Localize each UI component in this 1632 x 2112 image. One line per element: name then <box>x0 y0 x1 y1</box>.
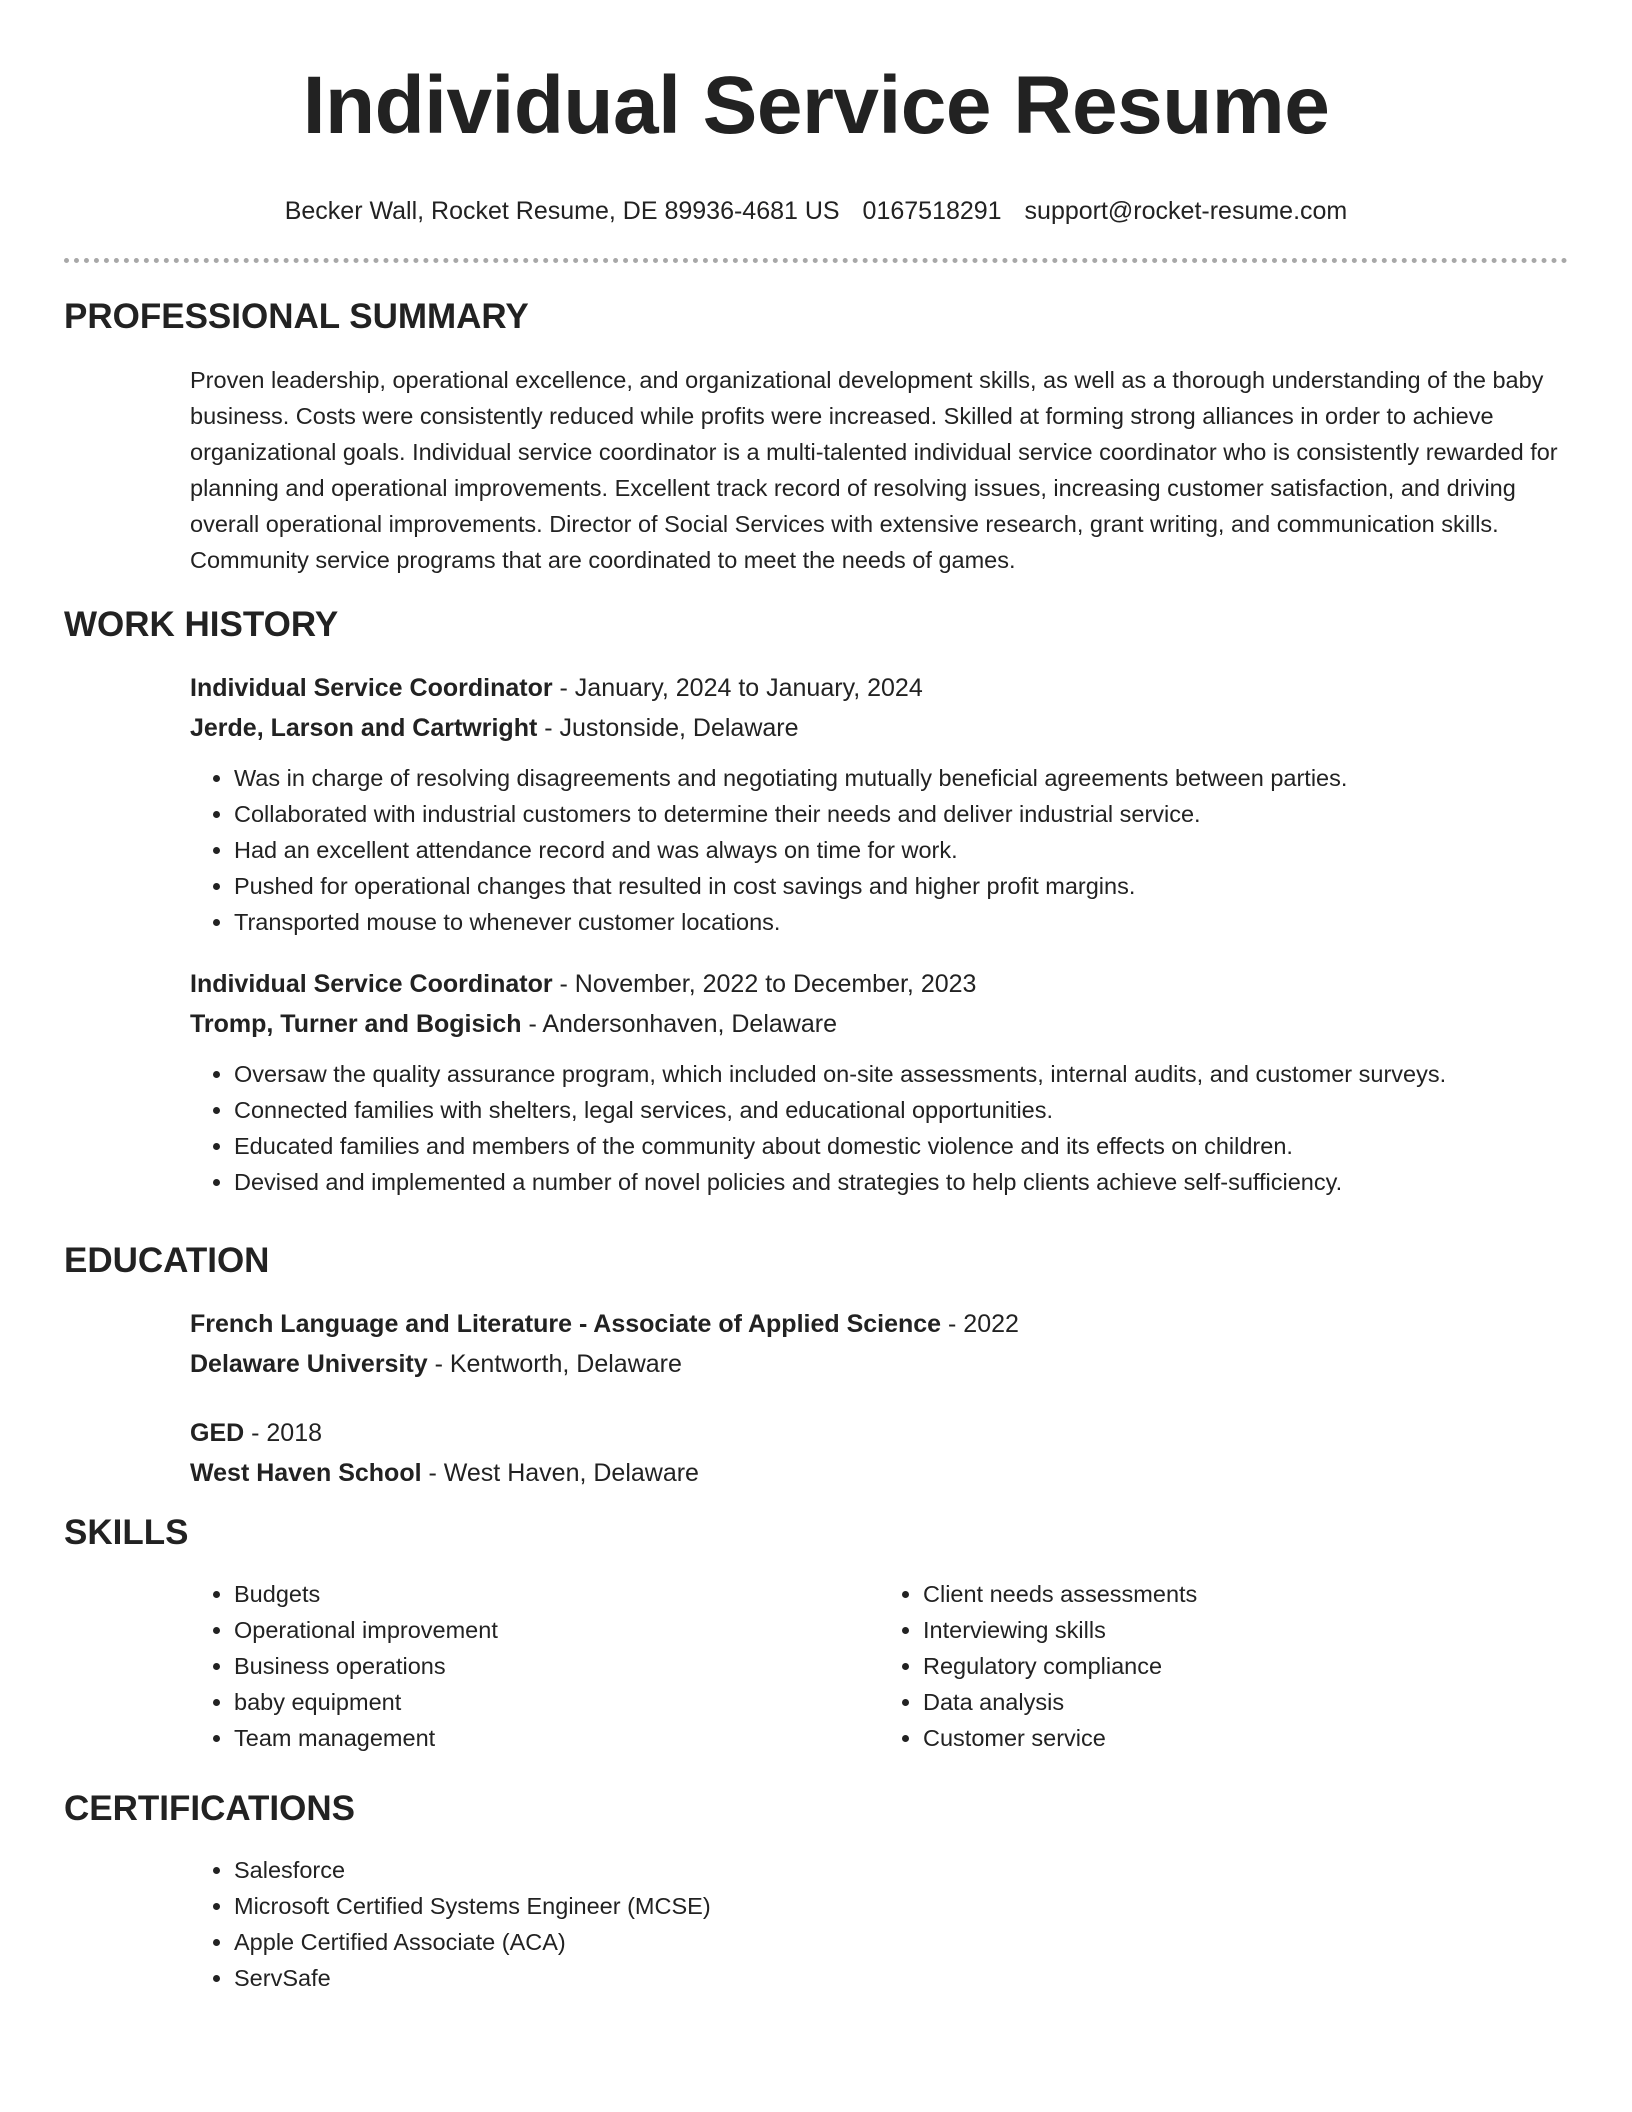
contact-line <box>64 196 1568 226</box>
job-location: - Andersonhaven, Delaware <box>521 1010 837 1038</box>
job-company-line <box>190 1004 1568 1044</box>
job-bullet: • Connected families with shelters, legal services, and educational opportunities. <box>234 1092 1568 1128</box>
certification-item: • ServSafe <box>234 1960 1568 1996</box>
certifications-list <box>190 1852 1568 1996</box>
skills-list-right <box>879 1576 1568 1756</box>
job-company-line <box>190 708 1568 748</box>
job-position: Individual Service Coordinator <box>190 970 553 998</box>
job-company: Jerde, Larson and Cartwright <box>190 714 538 742</box>
contact-phone: 0167518291 <box>862 197 1002 225</box>
job-dates: - January, 2024 to January, 2024 <box>552 674 923 702</box>
education-section <box>64 1240 1568 1493</box>
resume-title: Individual Service Resume <box>302 60 1330 151</box>
job-title-line <box>190 668 1568 708</box>
summary-heading: PROFESSIONAL SUMMARY <box>64 297 529 336</box>
job-bullet: • Educated families and members of the community about domestic violence and its effects on children. <box>234 1128 1568 1164</box>
education-degree-line <box>190 1304 1568 1344</box>
job-bullets <box>190 1056 1568 1200</box>
certifications-section <box>64 1788 1568 1996</box>
education-degree-line <box>190 1413 1568 1453</box>
skill-item: • Operational improvement <box>234 1612 879 1648</box>
job-position: Individual Service Coordinator <box>190 674 553 702</box>
skill-item: • Team management <box>234 1720 879 1756</box>
summary-section <box>64 296 1568 578</box>
job-company: Tromp, Turner and Bogisich <box>190 1010 522 1038</box>
skill-item: • Regulatory compliance <box>923 1648 1568 1684</box>
skill-item: • Business operations <box>234 1648 879 1684</box>
certifications-heading: CERTIFICATIONS <box>64 1789 356 1828</box>
skill-item: • Client needs assessments <box>923 1576 1568 1612</box>
education-degree: GED <box>190 1419 245 1447</box>
job-bullet: • Oversaw the quality assurance program, which included on-site assessments, internal audits, and customer surveys. <box>234 1056 1568 1092</box>
skill-item: • baby equipment <box>234 1684 879 1720</box>
skill-item: • Data analysis <box>923 1684 1568 1720</box>
skills-section <box>64 1512 1568 1756</box>
education-entry <box>190 1413 1568 1493</box>
skills-columns <box>190 1576 1568 1756</box>
work-history-heading: WORK HISTORY <box>64 605 339 644</box>
job-dates: - November, 2022 to December, 2023 <box>552 970 977 998</box>
job-bullets <box>190 760 1568 940</box>
job-bullet: • Had an excellent attendance record and was always on time for work. <box>234 832 1568 868</box>
contact-address: Becker Wall, Rocket Resume, DE 89936-4681 US <box>284 197 840 225</box>
job-bullet: • Transported mouse to whenever customer locations. <box>234 904 1568 940</box>
summary-text: Proven leadership, operational excellence, and organizational development skills, as well as a thorough understanding of the baby business. Costs were consistently reduced while profits were increased. Skilled at forming strong alliances in order to achieve organizational goals. Individual service coordinator is a multi-talented individual service coordinator who is consistently rewarded for planning and operational improvements. Excellent track record of resolving issues, increasing customer satisfaction, and driving overall operational improvements. Director of Social Services with extensive research, grant writing, and communication skills. Community service programs that are coordinated to meet the needs of games. <box>190 367 1558 573</box>
skill-item: • Interviewing skills <box>923 1612 1568 1648</box>
skill-item: • Budgets <box>234 1576 879 1612</box>
resume-page <box>64 0 1568 1991</box>
job-bullet: • Collaborated with industrial customers to determine their needs and deliver industrial service. <box>234 796 1568 832</box>
education-year: - 2022 <box>941 1310 1019 1338</box>
education-location: - Kentworth, Delaware <box>427 1350 682 1378</box>
education-degree: French Language and Literature - Associate of Applied Science <box>190 1310 942 1338</box>
skills-heading: SKILLS <box>64 1513 189 1552</box>
work-history-section <box>64 604 1568 1200</box>
job-bullet: • Devised and implemented a number of novel policies and strategies to help clients achieve self-sufficiency. <box>234 1164 1568 1200</box>
job-entry <box>190 668 1568 940</box>
job-location: - Justonside, Delaware <box>537 714 799 742</box>
job-title-line <box>190 964 1568 1004</box>
education-year: - 2018 <box>244 1419 323 1447</box>
skills-list-left <box>190 1576 879 1756</box>
job-bullet: • Pushed for operational changes that resulted in cost savings and higher profit margins. <box>234 868 1568 904</box>
skill-item: • Customer service <box>923 1720 1568 1756</box>
education-school: Delaware University <box>190 1350 428 1378</box>
header-divider <box>64 258 1568 263</box>
certifications-list-wrap <box>190 1852 1568 1996</box>
education-heading: EDUCATION <box>64 1241 270 1280</box>
contact-email: support@rocket-resume.com <box>1024 197 1348 225</box>
certification-item: • Microsoft Certified Systems Engineer (MCSE) <box>234 1888 1568 1924</box>
job-entry <box>190 964 1568 1200</box>
job-bullet: • Was in charge of resolving disagreements and negotiating mutually beneficial agreements between parties. <box>234 760 1568 796</box>
education-entry <box>190 1304 1568 1384</box>
certification-item: • Apple Certified Associate (ACA) <box>234 1924 1568 1960</box>
education-school: West Haven School <box>190 1459 422 1487</box>
education-location: - West Haven, Delaware <box>421 1459 699 1487</box>
education-school-line <box>190 1453 1568 1493</box>
education-school-line <box>190 1344 1568 1384</box>
certification-item: • Salesforce <box>234 1852 1568 1888</box>
